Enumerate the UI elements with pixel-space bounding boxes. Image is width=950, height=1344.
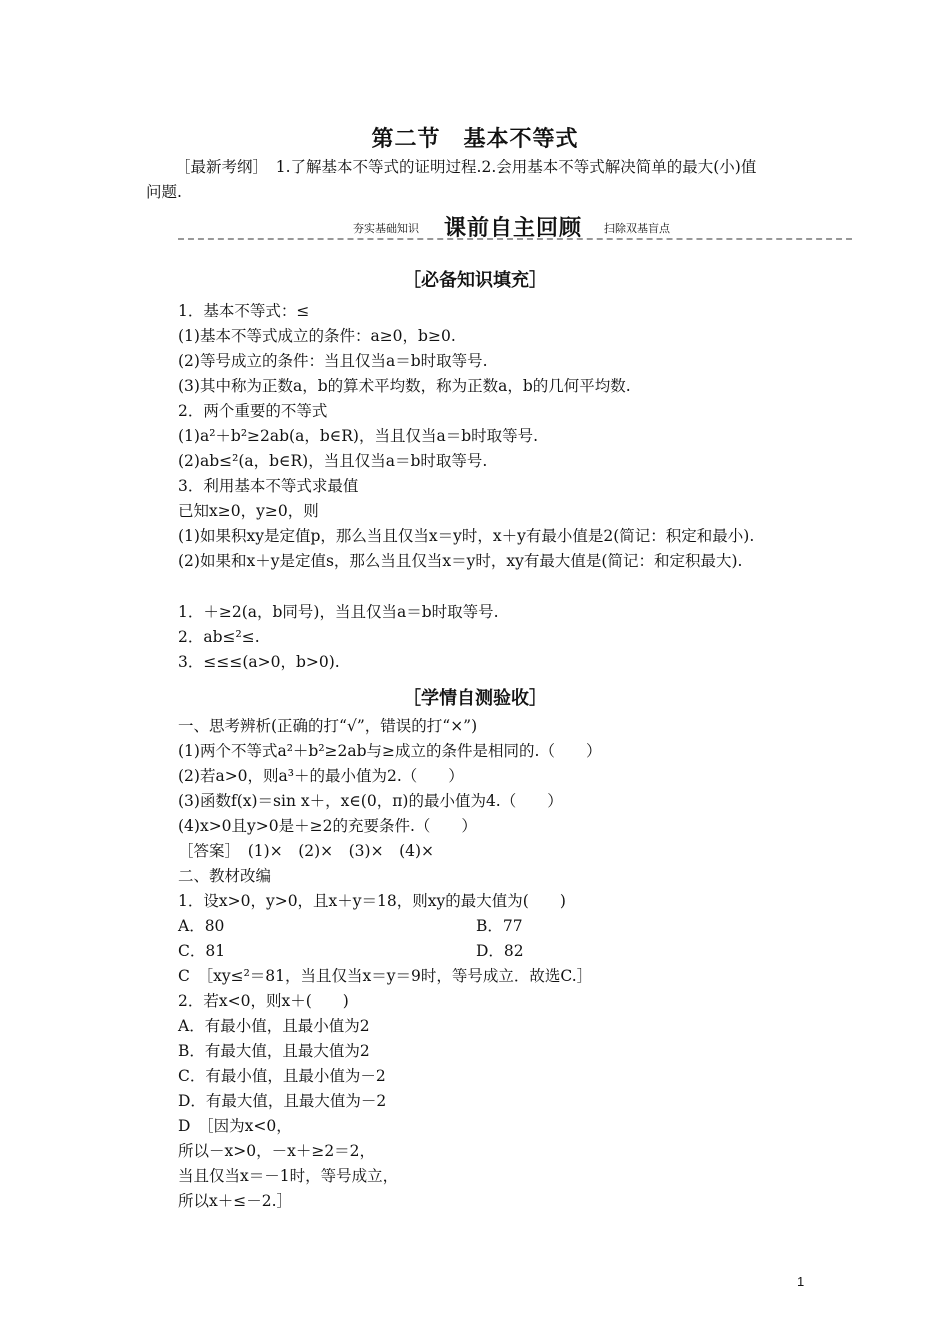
solution-line: 所以x＋≤－2.］	[178, 1192, 293, 1210]
conclusion-line: 3．≤≤≤(a>0，b>0).	[178, 653, 340, 671]
banner-right-text: 扫除双基盲点	[604, 222, 670, 235]
question-1-answer: C ［xy≤²＝81，当且仅当x＝y＝9时，等号成立．故选C.］	[178, 967, 593, 985]
selftest-line: (2)若a>0，则a³＋的最小值为2.（ ）	[178, 767, 464, 785]
selftest-line: (4)x>0且y>0是＋≥2的充要条件.（ ）	[178, 817, 477, 835]
option-c: C．81	[178, 942, 226, 960]
knowledge-line: 已知x≥0，y≥0，则	[178, 502, 319, 520]
syllabus-line-2: 问题.	[146, 183, 182, 201]
page-number: 1	[797, 1274, 805, 1289]
selftest-line: (1)两个不等式a²＋b²≥2ab与≥成立的条件是相同的.（ ）	[178, 742, 602, 760]
knowledge-line: (1)如果积xy是定值p，那么当且仅当x＝y时，x＋y有最小值是2(简记：积定和最小).	[178, 527, 755, 545]
page-title: 第二节 基本不等式	[371, 127, 579, 152]
knowledge-line: 2．两个重要的不等式	[178, 402, 328, 420]
section-banner	[178, 212, 852, 244]
solution-line: 当且仅当x＝－1时，等号成立，	[178, 1167, 399, 1185]
option-b: B．77	[476, 917, 523, 935]
question-1: 1．设x>0，y>0，且x＋y＝18，则xy的最大值为( )	[178, 892, 566, 910]
knowledge-line: (3)其中称为正数a，b的算术平均数，称为正数a，b的几何平均数.	[178, 377, 631, 395]
option-a: A．有最小值，且最小值为2	[178, 1017, 370, 1035]
knowledge-line: (2)如果和x＋y是定值s，那么当且仅当x＝y时，xy有最大值是(简记：和定积最大).	[178, 552, 743, 570]
knowledge-line: (1)基本不等式成立的条件：a≥0，b≥0.	[178, 327, 456, 345]
syllabus-line-1: ［最新考纲］ 1.了解基本不等式的证明过程.2.会用基本不等式解决简单的最大(小)值	[175, 158, 757, 176]
option-c: C．有最小值，且最小值为－2	[178, 1067, 386, 1085]
conclusion-line: 2．ab≤²≤.	[178, 628, 260, 646]
knowledge-line: 3．利用基本不等式求最值	[178, 477, 359, 495]
solution-line: 所以－x>0，－x＋≥2＝2，	[178, 1142, 376, 1160]
banner-left-text: 夯实基础知识	[353, 222, 419, 235]
section-heading-selftest: ［学情自测验收］	[403, 688, 547, 709]
knowledge-line: (1)a²＋b²≥2ab(a，b∈R)，当且仅当a＝b时取等号.	[178, 427, 539, 445]
banner-main-text: 课前自主回顾	[444, 216, 583, 241]
question-2-answer: D ［因为x<0，	[178, 1117, 292, 1135]
option-b: B．有最大值，且最大值为2	[178, 1042, 370, 1060]
section-heading-knowledge: ［必备知识填充］	[403, 270, 547, 291]
option-d: D．82	[476, 942, 524, 960]
banner-divider	[178, 238, 852, 240]
knowledge-line: 1．基本不等式：≤	[178, 302, 310, 320]
knowledge-line: (2)等号成立的条件：当且仅当a＝b时取等号.	[178, 352, 488, 370]
knowledge-line: (2)ab≤²(a，b∈R)，当且仅当a＝b时取等号.	[178, 452, 488, 470]
selftest-line: 一、思考辨析(正确的打“√”，错误的打“×”)	[178, 717, 478, 735]
option-a: A．80	[178, 917, 225, 935]
conclusion-line: 1．＋≥2(a，b同号)，当且仅当a＝b时取等号.	[178, 603, 499, 621]
selftest-line: 二、教材改编	[178, 867, 272, 885]
question-2: 2．若x<0，则x＋( )	[178, 992, 349, 1010]
selftest-line: (3)函数f(x)＝sin x＋，x∈(0，π)的最小值为4.（ ）	[178, 792, 563, 810]
option-d: D．有最大值，且最大值为－2	[178, 1092, 387, 1110]
answer-line: ［答案］ (1)× (2)× (3)× (4)×	[178, 842, 435, 860]
